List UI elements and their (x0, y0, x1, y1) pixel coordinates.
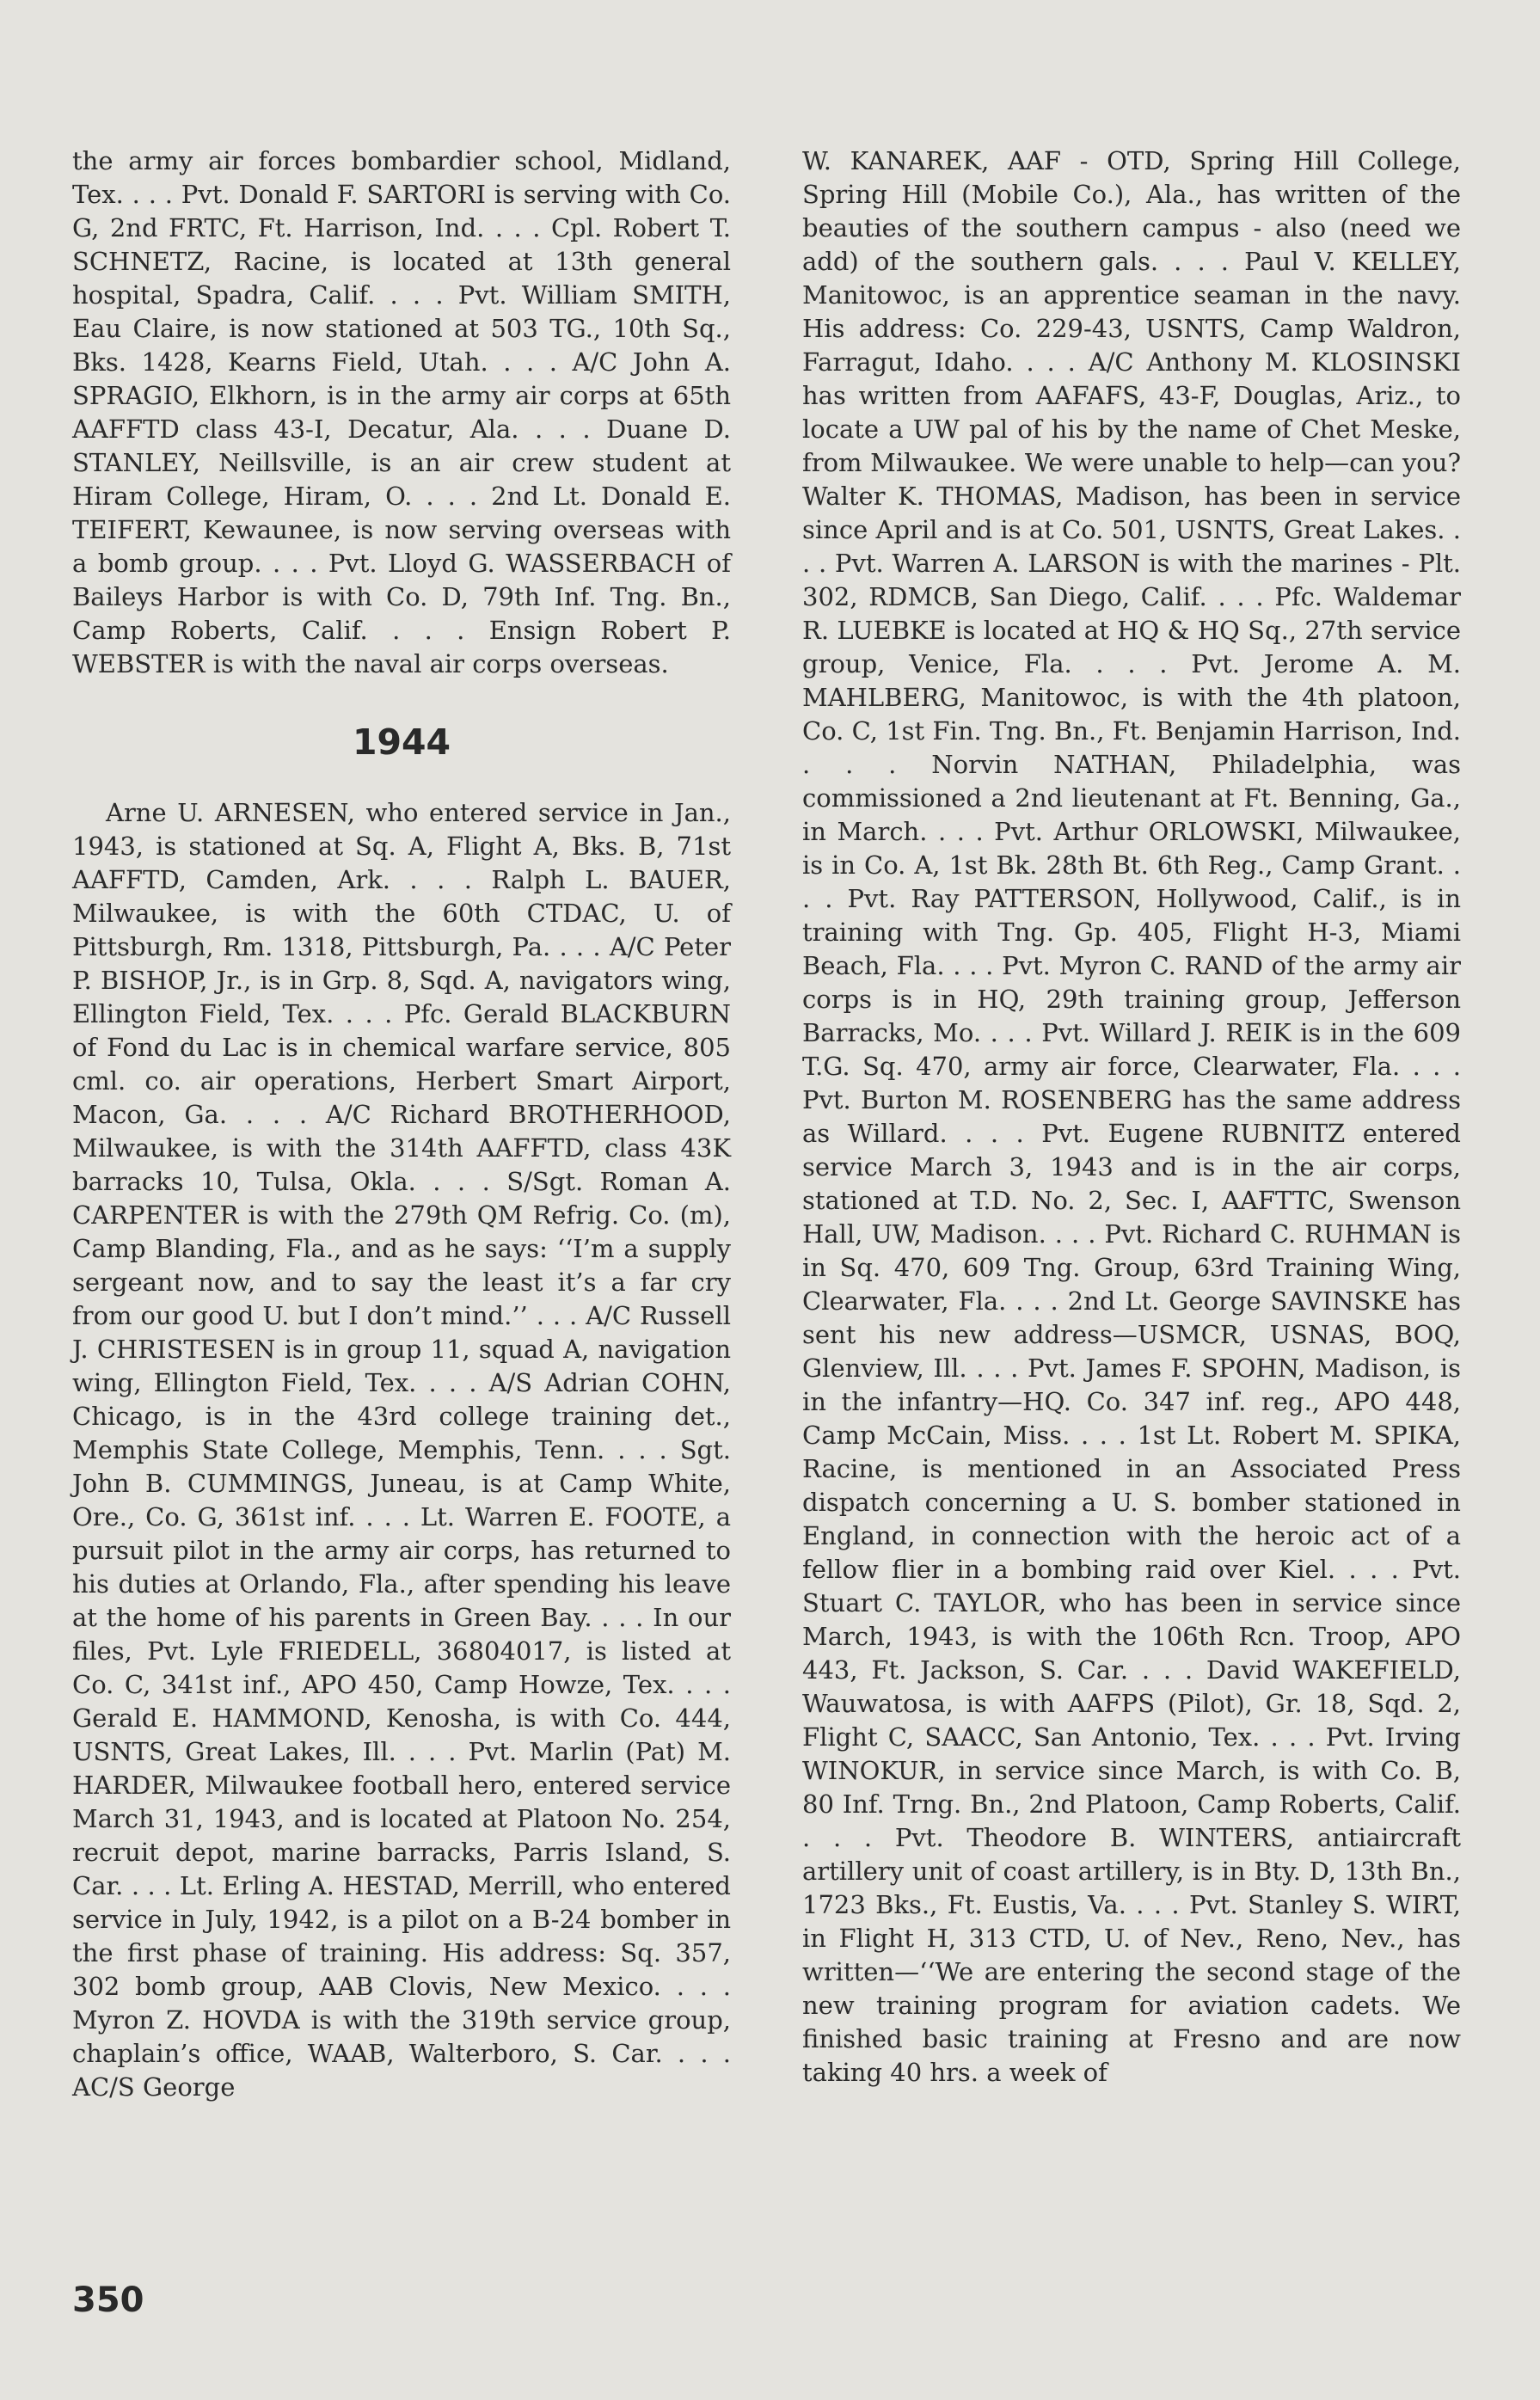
continued-paragraph: the army air forces bombardier school, Midland, Tex. . . . Pvt. Donald F. SARTORI is serving with Co. G, 2nd FRTC, Ft. Harrison, Ind. . . . Cpl. Robert T. SCHNETZ, Racine, is located at 13th general hospital, Spadra, Calif. . . . Pvt. William SMITH, Eau Claire, is now stationed at 503 TG., 10th Sq., Bks. 1428, Kearns Field, Utah. . . . A/C John A. SPRAGIO, Elkhorn, is in the army air corps at 65th AAFFTD class 43-I, Decatur, Ala. . . . Duane D. STANLEY, Neillsville, is an air crew student at Hiram College, Hiram, O. . . . 2nd Lt. Donald E. TEIFERT, Kewaunee, is now serving overseas with a bomb group. . . . Pvt. Lloyd G. WASSERBACH of Baileys Harbor is with Co. D, 79th Inf. Tng. Bn., Camp Roberts, Calif. . . . Ensign Robert P. WEBSTER is with the naval air corps overseas. (72, 146, 731, 678)
right-column (802, 144, 1461, 2090)
right-column-paragraph: W. KANAREK, AAF - OTD, Spring Hill College, Spring Hill (Mobile Co.), Ala., has written of the beauties of the southern campus - also (need we add) of the southern gals. . . . Paul V. KELLEY, Manitowoc, is an apprentice seaman in the navy. His address: Co. 229-43, USNTS, Camp Waldron, Farragut, Idaho. . . . A/C Anthony M. KLOSINSKI has written from AAFAFS, 43-F, Douglas, Ariz., to locate a UW pal of his by the name of Chet Meske, from Milwaukee. We were unable to help—can you? Walter K. THOMAS, Madison, has been in service since April and is at Co. 501, USNTS, Great Lakes. . . . Pvt. Warren A. LARSON is with the marines - Plt. 302, RDMCB, San Diego, Calif. . . . Pfc. Waldemar R. LUEBKE is located at HQ & HQ Sq., 27th service group, Venice, Fla. . . . Pvt. Jerome A. M. MAHLBERG, Manitowoc, is with the 4th platoon, Co. C, 1st Fin. Tng. Bn., Ft. Benjamin Harrison, Ind. . . . Norvin NATHAN, Philadelphia, was commissioned a 2nd lieutenant at Ft. Benning, Ga., in March. . . . Pvt. Arthur ORLOWSKI, Milwaukee, is in Co. A, 1st Bk. 28th Bt. 6th Reg., Camp Grant. . . . Pvt. Ray PATTERSON, Hollywood, Calif., is in training with Tng. Gp. 405, Flight H-3, Miami Beach, Fla. . . . Pvt. Myron C. RAND of the army air corps is in HQ, 29th training group, Jefferson Barracks, Mo. . . . Pvt. Willard J. REIK is in the 609 T.G. Sq. 470, army air force, Clearwater, Fla. . . . Pvt. Burton M. ROSENBERG has the same address as Willard. . . . Pvt. Eugene RUBNITZ entered service March 3, 1943 and is in the air corps, stationed at T.D. No. 2, Sec. I, AAFTTC, Swenson Hall, UW, Madison. . . . Pvt. Richard C. RUHMAN is in Sq. 470, 609 Tng. Group, 63rd Training Wing, Clearwater, Fla. . . . 2nd Lt. George SAVINSKE has sent his new address—USMCR, USNAS, BOQ, Glenview, Ill. . . . Pvt. James F. SPOHN, Madison, is in the infantry—HQ. Co. 347 inf. reg., APO 448, Camp McCain, Miss. . . . 1st Lt. Robert M. SPIKA, Racine, is mentioned in an Associated Press dispatch concerning a U. S. bomber stationed in England, in connection with the heroic act of a fellow flier in a bombing raid over Kiel. . . . Pvt. Stuart C. TAYLOR, who has been in service since March, 1943, is with the 106th Rcn. Troop, APO 443, Ft. Jackson, S. Car. . . . David WAKEFIELD, Wauwatosa, is with AAFPS (Pilot), Gr. 18, Sqd. 2, Flight C, SAACC, San Antonio, Tex. . . . Pvt. Irving WINOKUR, in service since March, is with Co. B, 80 Inf. Trng. Bn., 2nd Platoon, Camp Roberts, Calif. . . . Pvt. Theodore B. WINTERS, antiaircraft artillery unit of coast artillery, is in Bty. D, 13th Bn., 1723 Bks., Ft. Eustis, Va. . . . Pvt. Stanley S. WIRT, in Flight H, 313 CTD, U. of Nev., Reno, Nev., has written—‘‘We are entering the second stage of the new training program for aviation cadets. We finished basic training at Fresno and are now taking 40 hrs. a week of (802, 146, 1461, 2087)
section-paragraph: Arne U. ARNESEN, who entered service in Jan., 1943, is stationed at Sq. A, Flight A, Bks. B, 71st AAFFTD, Camden, Ark. . . . Ralph L. BAUER, Milwaukee, is with the 60th CTDAC, U. of Pittsburgh, Rm. 1318, Pittsburgh, Pa. . . . A/C Peter P. BISHOP, Jr., is in Grp. 8, Sqd. A, navigators wing, Ellington Field, Tex. . . . Pfc. Gerald BLACKBURN of Fond du Lac is in chemical warfare service, 805 cml. co. air operations, Herbert Smart Airport, Macon, Ga. . . . A/C Richard BROTHERHOOD, Milwaukee, is with the 314th AAFFTD, class 43K barracks 10, Tulsa, Okla. . . . S/Sgt. Roman A. CARPENTER is with the 279th QM Refrig. Co. (m), Camp Blanding, Fla., and as he says: ‘‘I’m a supply sergeant now, and to say the least it’s a far cry from our good U. but I don’t mind.’’ . . . A/C Russell J. CHRISTESEN is in group 11, squad A, navigation wing, Ellington Field, Tex. . . . A/S Adrian COHN, Chicago, is in the 43rd college training det., Memphis State College, Memphis, Tenn. . . . Sgt. John B. CUMMINGS, Juneau, is at Camp White, Ore., Co. G, 361st inf. . . . Lt. Warren E. FOOTE, a pursuit pilot in the army air corps, has returned to his duties at Orlando, Fla., after spending his leave at the home of his parents in Green Bay. . . . In our files, Pvt. Lyle FRIEDELL, 36804017, is listed at Co. C, 341st inf., APO 450, Camp Howze, Tex. . . . Gerald E. HAMMOND, Kenosha, is with Co. 444, USNTS, Great Lakes, Ill. . . . Pvt. Marlin (Pat) M. HARDER, Milwaukee football hero, entered service March 31, 1943, and is located at Platoon No. 254, recruit depot, marine barracks, Parris Island, S. Car. . . . Lt. Erling A. HESTAD, Merrill, who entered service in July, 1942, is a pilot on a B-24 bomber in the first phase of training. His address: Sq. 357, 302 bomb group, AAB Clovis, New Mexico. . . . Myron Z. HOVDA is with the 319th service group, chaplain’s office, WAAB, Walterboro, S. Car. . . . AC/S George (72, 798, 731, 2102)
section-heading: 1944 (352, 721, 451, 763)
left-column (72, 144, 731, 2104)
page-number: 350 (72, 2280, 144, 2320)
